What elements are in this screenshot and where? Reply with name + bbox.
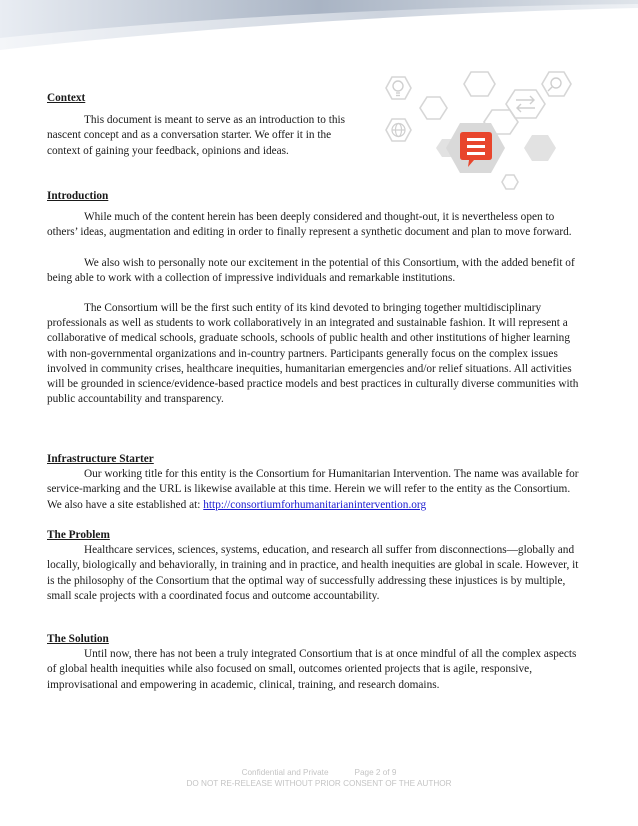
lightbulb-icon [393, 81, 403, 96]
context-heading: Context [47, 92, 86, 104]
solution-paragraph: Until now, there has not been a truly integrated Consortium that is at once mindful of all the complex aspects of global health inequities while also focused on small, outcomes oriented projects that is agile, responsive, improvisational and empowering in academic, clinical, training, and research domains. [47, 648, 577, 691]
hexagon-outline [542, 72, 571, 96]
context-section [47, 91, 357, 159]
hexagon-outline [502, 175, 518, 189]
hexagon-filled [524, 135, 556, 161]
introduction-paragraph-2: We also wish to personally note our excitement in the potential of this Consortium, with the added benefit of being able to work with a collection of impressive individuals and remarkable institutions. [47, 256, 575, 284]
problem-heading: The Problem [47, 529, 110, 541]
release-notice: DO NOT RE-RELEASE WITHOUT PRIOR CONSENT OF THE AUTHOR [186, 779, 452, 788]
hexagon-outline [464, 72, 495, 96]
hexagon-graphic [372, 66, 582, 198]
magnifier-icon [548, 78, 561, 91]
problem-section [47, 528, 579, 604]
introduction-paragraph-1: While much of the content herein has been deeply considered and thought-out, it is nevertheless open to others’ ideas, augmentation and editing in order to finally represent a synthetic document and plan to move forward. [47, 211, 572, 239]
infrastructure-section [47, 452, 579, 513]
solution-heading: The Solution [47, 633, 109, 645]
introduction-heading: Introduction [47, 190, 109, 202]
hexagon-outline [420, 97, 447, 119]
header-swoosh [0, 0, 638, 60]
consortium-website-link[interactable]: http://consortiumforhumanitarianintervention.org [203, 498, 427, 511]
infrastructure-text: Our working title for this entity is the Consortium for Humanitarian Intervention. The name was available for service-marking and the URL is likewise available at this time. Herein we will refer to the entity as the Consortium. We also have a site established at: [47, 468, 579, 511]
introduction-section [47, 189, 579, 407]
problem-paragraph: Healthcare services, sciences, systems, education, and research all suffer from disconnections—globally and locally, biologically and behaviorally, in training and in practice, and health inequities are global in scale. However, it is the philosophy of the Consortium that the optimal way of successfully addressing these injustices is by multiple, small scale projects with a coordinated focus and outcome accountability. [47, 544, 579, 602]
infrastructure-heading: Infrastructure Starter [47, 453, 154, 465]
page-number: Page 2 of 9 [354, 768, 397, 777]
confidential-label: Confidential and Private [241, 768, 329, 777]
exchange-arrows-icon [516, 96, 535, 112]
introduction-paragraph-3: The Consortium will be the first such entity of its kind devoted to bringing together multidisciplinary professionals as well as students to work collaboratively in an integrated and sustainable fashion. It will represent a collaborative of medical schools, graduate schools, schools of public health and other institutions of higher learning with non-governmental organizations and in-country partners. Participants generally focus on the complex issues involved in community crises, healthcare inequities, humanitarian emergencies and/or relief situations. All activities will be grounded in science/evidence-based practice models and best practices in culturally diverse communities with public accountability and transparency. [47, 302, 579, 406]
solution-section [47, 632, 579, 693]
globe-icon [392, 124, 405, 137]
infrastructure-paragraph [47, 467, 579, 513]
context-paragraph: This document is meant to serve as an introduction to this nascent concept and as a conversation starter. We offer it in the context of gaining your feedback, opinions and ideas. [47, 114, 346, 157]
page-footer [0, 767, 638, 789]
